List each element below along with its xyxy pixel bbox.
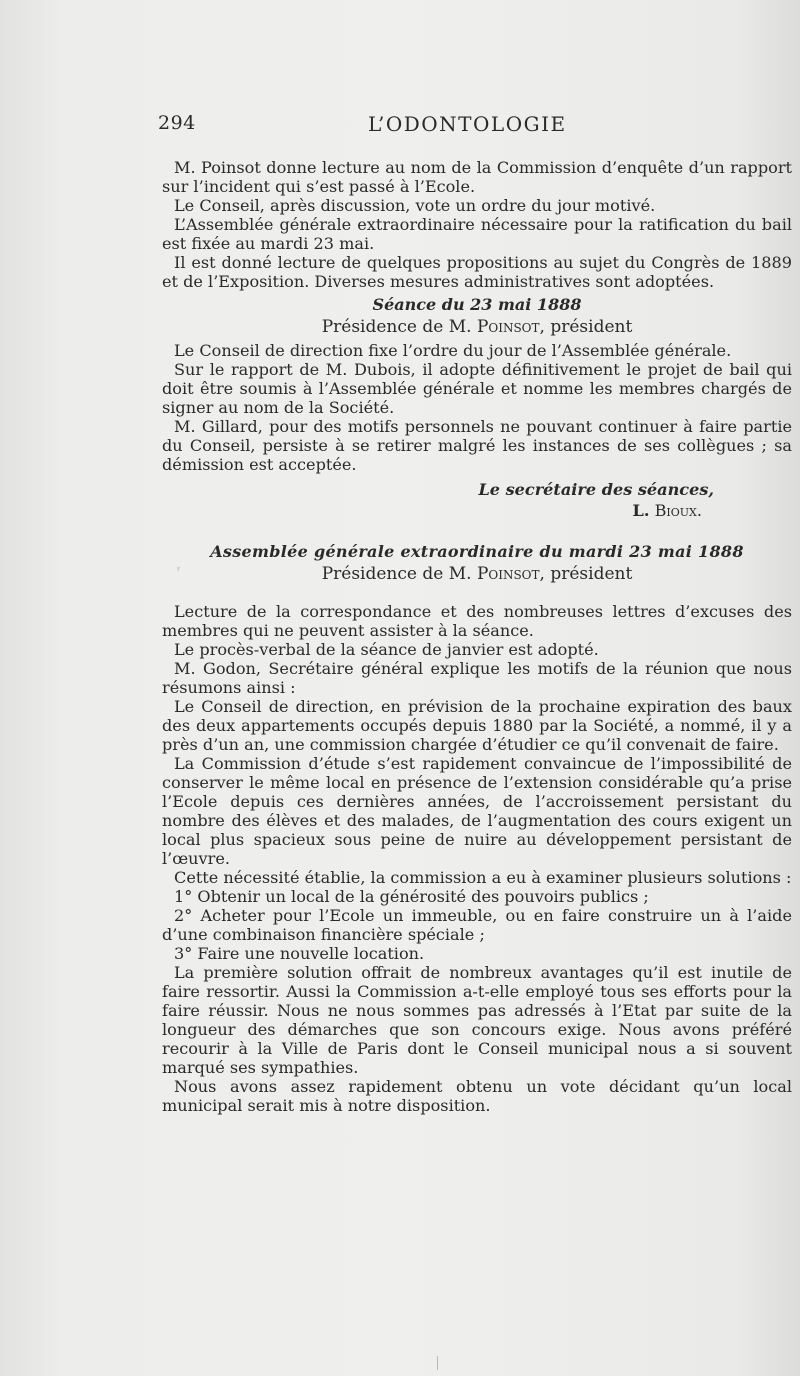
seance-presidence — [162, 318, 792, 337]
document-body — [162, 158, 792, 1115]
paragraph: M. Godon, Secrétaire général explique les motifs de la réunion que nous résumons ainsi : — [162, 659, 792, 697]
paragraph: Nous avons assez rapidement obtenu un vote décidant qu’un local municipal serait mis à notre disposition. — [162, 1077, 792, 1115]
signature-name — [162, 501, 702, 520]
signature-surname: Bioux. — [654, 501, 702, 520]
paragraph: Lecture de la correspondance et des nombreuses lettres d’excuses des membres qui ne peuvent assister à la séance. — [162, 602, 792, 640]
presidence-suffix: , président — [539, 564, 633, 584]
page-edge-mark — [437, 1356, 438, 1370]
paragraph: La Commission d’étude s’est rapidement convaincue de l’impossibilité de conserver le même local en présence de l’extension considérable qu’a prise l’Ecole depuis ces dernières années, de l’accroissement persistant du nombre des élèves et des malades, de l’augmentation des cours exigent un local plus spacieux sous peine de nuire au développement persistant de l’œuvre. — [162, 754, 792, 868]
paragraph: Sur le rapport de M. Dubois, il adopte définitivement le projet de bail qui doit être soumis à l’Assemblée générale et nomme les membres chargés de signer au nom de la Société. — [162, 360, 792, 417]
presidence-prefix: Présidence de M. — [321, 317, 477, 337]
running-title: L’ODONTOLOGIE — [368, 112, 567, 136]
presidence-name: Poinsot — [476, 317, 540, 337]
list-item: 2° Acheter pour l’Ecole un immeuble, ou en faire construire un à l’aide d’une combinaison financière spéciale ; — [162, 906, 792, 944]
paragraph: Il est donné lecture de quelques propositions au sujet du Congrès de 1889 et de l’Exposition. Diverses mesures administratives sont adoptées. — [162, 253, 792, 291]
page-number: 294 — [158, 112, 196, 134]
signature-initial: L. — [632, 501, 650, 520]
spacer — [162, 588, 792, 602]
paragraph: M. Gillard, pour des motifs personnels ne pouvant continuer à faire partie du Conseil, persiste à se retirer malgré les instances de ses collègues ; sa démission est acceptée. — [162, 417, 792, 474]
presidence-name: Poinsot — [476, 564, 540, 584]
stray-ink-mark: ʳ — [177, 566, 181, 577]
paragraph: Le Conseil de direction, en prévision de la prochaine expiration des baux des deux appartements occupés depuis 1880 par la Société, a nommé, il y a près d’un an, une commission chargée d’étudier ce qu’il convenait de faire. — [162, 697, 792, 754]
seance-date-heading: Séance du 23 mai 1888 — [372, 295, 582, 314]
paragraph: M. Poinsot donne lecture au nom de la Commission d’enquête d’un rapport sur l’incident qui s’est passé à l’Ecole. — [162, 158, 792, 196]
paragraph: Cette nécessité établie, la commission a eu à examiner plusieurs solutions : — [174, 868, 792, 887]
list-item: 1° Obtenir un local de la générosité des pouvoirs publics ; — [174, 887, 649, 906]
paragraph: La première solution offrait de nombreux avantages qu’il est inutile de faire ressortir. Aussi la Commission a-t-elle employé tous ses efforts pour la faire réussir. Nous ne nous sommes pas adressés à l’Etat par suite de la longueur des démarches que son concours exige. Nous avons préféré recourir à la Ville de Paris dont le Conseil municipal nous a si souvent marqué ses sympathies. — [162, 963, 792, 1077]
paragraph: L’Assemblée générale extraordinaire nécessaire pour la ratification du bail est fixée au mardi 23 mai. — [162, 215, 792, 253]
paragraph: Le Conseil de direction fixe l’ordre du jour de l’Assemblée générale. — [174, 341, 732, 360]
presidence-suffix: , président — [539, 317, 633, 337]
list-item: 3° Faire une nouvelle location. — [174, 944, 425, 963]
signature-role: Le secrétaire des séances, — [478, 480, 714, 499]
paragraph: Le procès-verbal de la séance de janvier est adopté. — [174, 640, 599, 659]
presidence-prefix: Présidence de M. — [321, 564, 477, 584]
paragraph: Le Conseil, après discussion, vote un ordre du jour motivé. — [174, 196, 656, 215]
assembly-heading: Assemblée générale extraordinaire du mardi 23 mai 1888 — [210, 542, 744, 561]
page-header — [158, 112, 770, 140]
assembly-presidence — [162, 565, 792, 584]
